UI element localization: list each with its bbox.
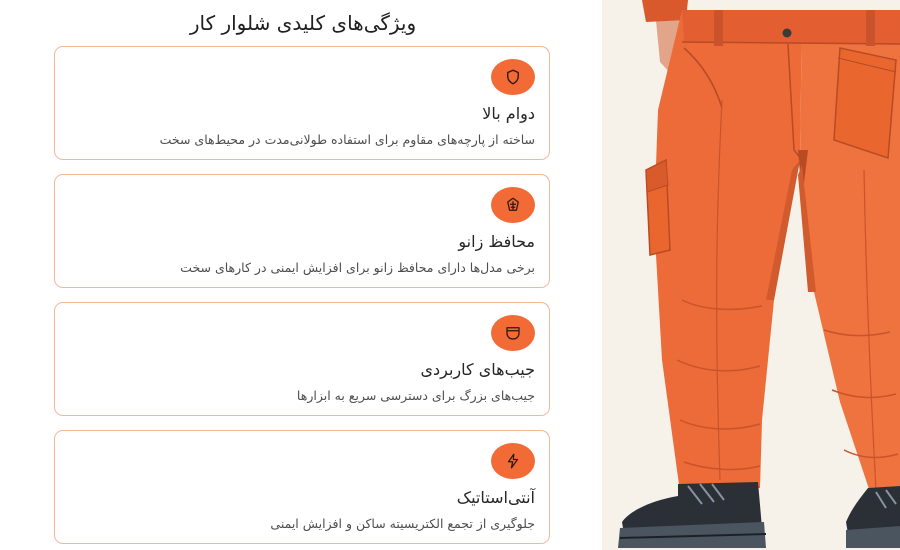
feature-card-knee-guard [54, 174, 550, 288]
feature-description: جیب‌های بزرگ برای دسترسی سریع به ابزارها [296, 388, 535, 403]
feature-title: دوام بالا [482, 104, 535, 123]
page-title: ویژگی‌های کلیدی شلوار کار [189, 11, 417, 35]
shield-icon [491, 59, 535, 95]
feature-card-durability [54, 46, 550, 160]
work-pants-image [602, 0, 900, 550]
feature-title: جیب‌های کاربردی [420, 360, 535, 379]
feature-description: ساخته از پارچه‌های مقاوم برای استفاده طولانی‌مدت در محیط‌های سخت [159, 132, 535, 147]
feature-title: آنتی‌استاتیک [456, 488, 535, 507]
feature-card-antistatic [54, 430, 550, 544]
knee-guard-icon [491, 187, 535, 223]
lightning-icon [491, 443, 535, 479]
feature-description: برخی مدل‌ها دارای محافظ زانو برای افزایش ایمنی در کارهای سخت [180, 260, 535, 275]
feature-card-pockets [54, 302, 550, 416]
work-pants-illustration [602, 0, 900, 550]
pocket-icon [491, 315, 535, 351]
feature-description: جلوگیری از تجمع الکتریسیته ساکن و افزایش ایمنی [270, 516, 535, 531]
feature-title: محافظ زانو [458, 232, 535, 251]
